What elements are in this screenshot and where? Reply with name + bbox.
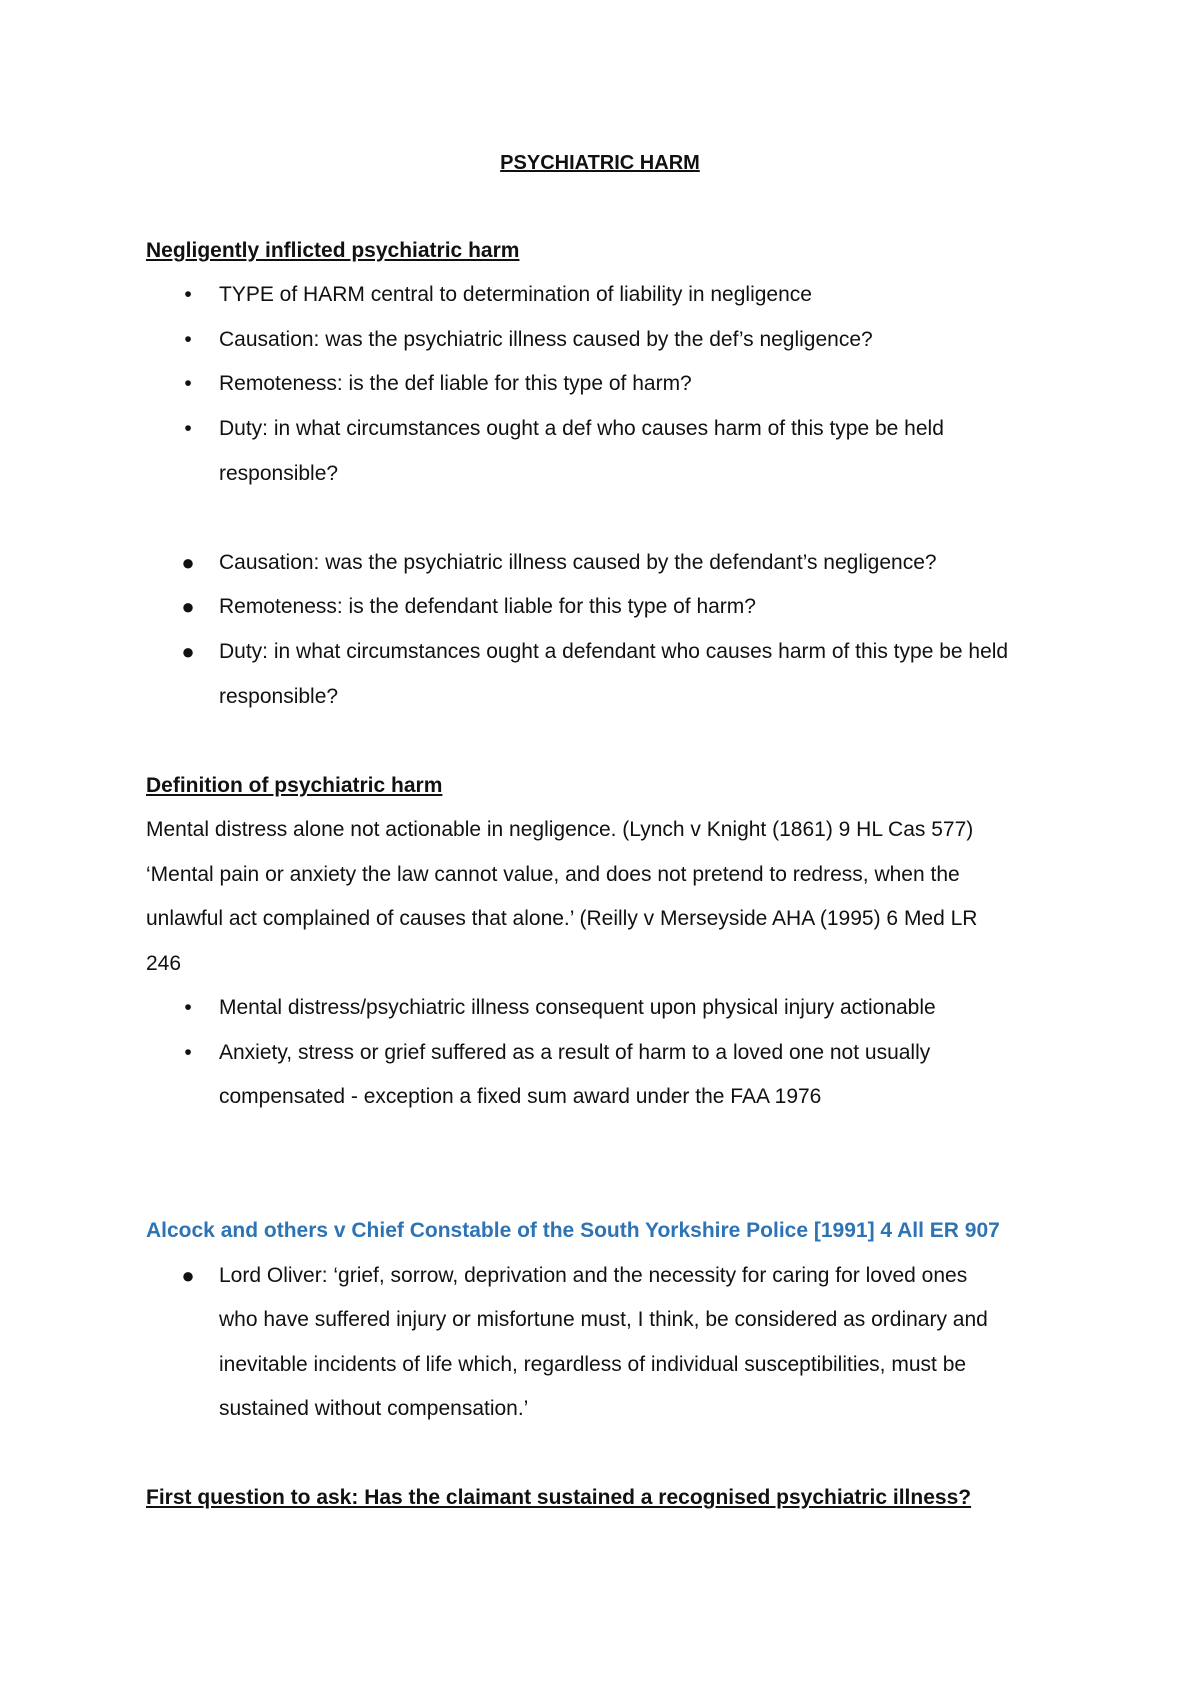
list-item: Mental distress/psychiatric illness consequent upon physical injury actionable <box>219 996 936 1019</box>
section-heading-definition: Definition of psychiatric harm <box>146 774 443 797</box>
paragraph-line: unlawful act complained of causes that alone.’ (Reilly v Merseyside AHA (1995) 6 Med LR <box>146 907 978 930</box>
section-heading-first-question: First question to ask: Has the claimant sustained a recognised psychiatric illness? <box>146 1486 972 1509</box>
bullet-dot: ● <box>181 550 195 575</box>
bullet-dot: • <box>184 1041 192 1064</box>
paragraph-line: Mental distress alone not actionable in negligence. (Lynch v Knight (1861) 9 HL Cas 577) <box>146 818 974 841</box>
bullet-dot: • <box>184 372 192 395</box>
list-item: Anxiety, stress or grief suffered as a result of harm to a loved one not usually <box>219 1041 931 1064</box>
list-item: Causation: was the psychiatric illness caused by the defendant’s negligence? <box>219 551 937 574</box>
quote-line: who have suffered injury or misfortune must, I think, be considered as ordinary and <box>219 1308 988 1331</box>
bullet-dot: • <box>184 328 192 351</box>
list-item: Causation: was the psychiatric illness caused by the def’s negligence? <box>219 328 873 351</box>
bullet-dot: • <box>184 283 192 306</box>
list-item: Duty: in what circumstances ought a def who causes harm of this type be held <box>219 417 944 440</box>
quote-line: sustained without compensation.’ <box>219 1397 529 1420</box>
bullet-dot: • <box>184 417 192 440</box>
bullet-dot: ● <box>181 639 195 664</box>
bullet-dot: ● <box>181 594 195 619</box>
list-item: TYPE of HARM central to determination of liability in negligence <box>219 283 812 306</box>
quote-line: inevitable incidents of life which, regardless of individual susceptibilities, must be <box>219 1353 967 1376</box>
list-item: Duty: in what circumstances ought a defendant who causes harm of this type be held <box>219 640 1009 663</box>
paragraph-line: ‘Mental pain or anxiety the law cannot value, and does not pretend to redress, when the <box>146 863 960 886</box>
section-heading-negligently-inflicted: Negligently inflicted psychiatric harm <box>146 239 520 262</box>
list-item: Remoteness: is the defendant liable for this type of harm? <box>219 595 756 618</box>
bullet-dot: • <box>184 996 192 1019</box>
quote-line: Lord Oliver: ‘grief, sorrow, deprivation and the necessity for caring for loved ones <box>219 1264 968 1287</box>
list-item: Remoteness: is the def liable for this type of harm? <box>219 372 692 395</box>
list-item-continuation: responsible? <box>219 685 339 708</box>
paragraph-line: 246 <box>146 952 182 975</box>
list-item-continuation: responsible? <box>219 462 339 485</box>
page-title: PSYCHIATRIC HARM <box>500 152 700 174</box>
case-heading-alcock: Alcock and others v Chief Constable of the South Yorkshire Police [1991] 4 All ER 907 <box>146 1219 1000 1242</box>
list-item-continuation: compensated - exception a fixed sum award under the FAA 1976 <box>219 1085 822 1108</box>
bullet-dot: ● <box>181 1263 195 1288</box>
